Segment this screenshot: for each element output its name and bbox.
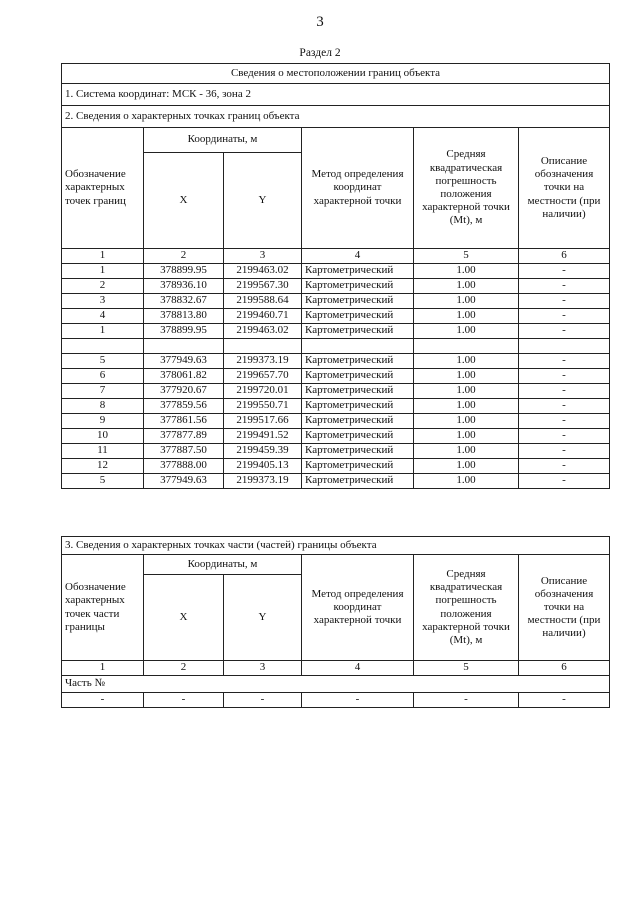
error-cell: 1.00 (414, 309, 519, 324)
column-number: 1 (62, 661, 144, 676)
part-header-coordinates: Координаты, м (144, 555, 302, 575)
point-number-cell: 3 (62, 294, 144, 309)
column-number: 3 (224, 249, 302, 264)
table-row (62, 474, 610, 489)
point-number-cell: 1 (62, 264, 144, 279)
table-row (62, 384, 610, 399)
point-number-cell: 2 (62, 279, 144, 294)
part-header-designation: Обозначение характерных точек части границы (62, 555, 144, 661)
coord-x-cell: 378832.67 (144, 294, 224, 309)
table-row (62, 309, 610, 324)
column-number: 1 (62, 249, 144, 264)
contour-1-rows (62, 264, 610, 339)
column-number: 3 (224, 661, 302, 676)
error-cell: 1.00 (414, 324, 519, 339)
point-number-cell: 11 (62, 444, 144, 459)
error-cell: 1.00 (414, 399, 519, 414)
point-number-cell: 9 (62, 414, 144, 429)
table-row (62, 399, 610, 414)
description-cell: - (519, 474, 610, 489)
table-row (62, 459, 610, 474)
error-cell: 1.00 (414, 459, 519, 474)
method-cell: Картометрический (302, 294, 414, 309)
method-cell: Картометрический (302, 264, 414, 279)
table-cell: - (224, 693, 302, 708)
column-number: 2 (144, 661, 224, 676)
error-cell: 1.00 (414, 474, 519, 489)
page-number: 3 (316, 14, 324, 30)
table-cell: - (519, 693, 610, 708)
method-cell: Картометрический (302, 279, 414, 294)
point-number-cell: 10 (62, 429, 144, 444)
coord-y-cell: 2199460.71 (224, 309, 302, 324)
coord-x-cell: 378899.95 (144, 264, 224, 279)
separator-row (62, 339, 610, 354)
method-cell: Картометрический (302, 324, 414, 339)
column-number: 6 (519, 249, 610, 264)
point-number-cell: 5 (62, 474, 144, 489)
part-heading: 3. Сведения о характерных точках части (частей) границы объекта (62, 537, 610, 555)
table-cell: - (62, 693, 144, 708)
part-header-error: Средняя квадратическая погрешность положения характерной точки (Mt), м (414, 555, 519, 661)
table-row (62, 264, 610, 279)
header-coordinates: Координаты, м (144, 128, 302, 153)
error-cell: 1.00 (414, 414, 519, 429)
point-number-cell: 5 (62, 354, 144, 369)
coord-x-cell: 377877.89 (144, 429, 224, 444)
part-column-numbers-row (62, 661, 610, 676)
method-cell: Картометрический (302, 384, 414, 399)
method-cell: Картометрический (302, 399, 414, 414)
header-method: Метод определения координат характерной точки (302, 128, 414, 249)
coord-y-cell: 2199459.39 (224, 444, 302, 459)
coord-x-cell: 377949.63 (144, 354, 224, 369)
method-cell: Картометрический (302, 459, 414, 474)
part-boundary-points-table (61, 536, 610, 708)
description-cell: - (519, 264, 610, 279)
coord-y-cell: 2199657.70 (224, 369, 302, 384)
header-description: Описание обозначения точки на местности (при наличии) (519, 128, 610, 249)
contour-2-rows (62, 354, 610, 489)
table-row (62, 294, 610, 309)
column-numbers-row (62, 249, 610, 264)
table-row (62, 354, 610, 369)
column-number: 5 (414, 249, 519, 264)
part-header-y: Y (224, 575, 302, 661)
points-heading: 2. Сведения о характерных точках границ объекта (62, 106, 610, 128)
column-number: 2 (144, 249, 224, 264)
boundary-points-table (61, 63, 610, 489)
error-cell: 1.00 (414, 279, 519, 294)
coord-x-cell: 377887.50 (144, 444, 224, 459)
column-number: 4 (302, 249, 414, 264)
error-cell: 1.00 (414, 384, 519, 399)
header-x: X (144, 153, 224, 249)
method-cell: Картометрический (302, 354, 414, 369)
method-cell: Картометрический (302, 429, 414, 444)
header-y: Y (224, 153, 302, 249)
point-number-cell: 4 (62, 309, 144, 324)
coord-x-cell: 378813.80 (144, 309, 224, 324)
error-cell: 1.00 (414, 264, 519, 279)
column-number: 5 (414, 661, 519, 676)
description-cell: - (519, 414, 610, 429)
coord-y-cell: 2199405.13 (224, 459, 302, 474)
table-row (62, 429, 610, 444)
description-cell: - (519, 444, 610, 459)
coord-y-cell: 2199463.02 (224, 324, 302, 339)
coord-x-cell: 378061.82 (144, 369, 224, 384)
coord-x-cell: 377949.63 (144, 474, 224, 489)
description-cell: - (519, 369, 610, 384)
description-cell: - (519, 294, 610, 309)
coordinate-system: 1. Система координат: МСК - 36, зона 2 (62, 84, 610, 106)
description-cell: - (519, 279, 610, 294)
point-number-cell: 8 (62, 399, 144, 414)
description-cell: - (519, 324, 610, 339)
method-cell: Картометрический (302, 474, 414, 489)
table-cell: - (414, 693, 519, 708)
coord-x-cell: 378936.10 (144, 279, 224, 294)
coord-y-cell: 2199720.01 (224, 384, 302, 399)
error-cell: 1.00 (414, 354, 519, 369)
table-title: Сведения о местоположении границ объекта (62, 64, 610, 84)
table-row (62, 324, 610, 339)
method-cell: Картометрический (302, 309, 414, 324)
coord-y-cell: 2199491.52 (224, 429, 302, 444)
coord-x-cell: 377888.00 (144, 459, 224, 474)
coord-x-cell: 377859.56 (144, 399, 224, 414)
section-label: Раздел 2 (299, 47, 341, 59)
column-number: 4 (302, 661, 414, 676)
column-number: 6 (519, 661, 610, 676)
description-cell: - (519, 459, 610, 474)
coord-y-cell: 2199567.30 (224, 279, 302, 294)
error-cell: 1.00 (414, 429, 519, 444)
header-error: Средняя квадратическая погрешность положения характерной точки (Mt), м (414, 128, 519, 249)
table-row (62, 414, 610, 429)
point-number-cell: 7 (62, 384, 144, 399)
part-number-label: Часть № (62, 676, 610, 693)
part-header-x: X (144, 575, 224, 661)
table-cell: - (144, 693, 224, 708)
error-cell: 1.00 (414, 294, 519, 309)
point-number-cell: 6 (62, 369, 144, 384)
coord-y-cell: 2199588.64 (224, 294, 302, 309)
coord-x-cell: 378899.95 (144, 324, 224, 339)
part-empty-row (62, 693, 610, 708)
description-cell: - (519, 429, 610, 444)
table-row (62, 444, 610, 459)
coord-y-cell: 2199517.66 (224, 414, 302, 429)
coord-y-cell: 2199373.19 (224, 474, 302, 489)
coord-x-cell: 377920.67 (144, 384, 224, 399)
description-cell: - (519, 399, 610, 414)
point-number-cell: 1 (62, 324, 144, 339)
error-cell: 1.00 (414, 444, 519, 459)
coord-x-cell: 377861.56 (144, 414, 224, 429)
coord-y-cell: 2199550.71 (224, 399, 302, 414)
table-row (62, 369, 610, 384)
description-cell: - (519, 354, 610, 369)
point-number-cell: 12 (62, 459, 144, 474)
description-cell: - (519, 309, 610, 324)
method-cell: Картометрический (302, 414, 414, 429)
description-cell: - (519, 384, 610, 399)
method-cell: Картометрический (302, 444, 414, 459)
header-designation: Обозначение характерных точек границ (62, 128, 144, 249)
part-header-method: Метод определения координат характерной точки (302, 555, 414, 661)
table-cell: - (302, 693, 414, 708)
table-row (62, 279, 610, 294)
coord-y-cell: 2199373.19 (224, 354, 302, 369)
coord-y-cell: 2199463.02 (224, 264, 302, 279)
part-header-description: Описание обозначения точки на местности (при наличии) (519, 555, 610, 661)
method-cell: Картометрический (302, 369, 414, 384)
error-cell: 1.00 (414, 369, 519, 384)
